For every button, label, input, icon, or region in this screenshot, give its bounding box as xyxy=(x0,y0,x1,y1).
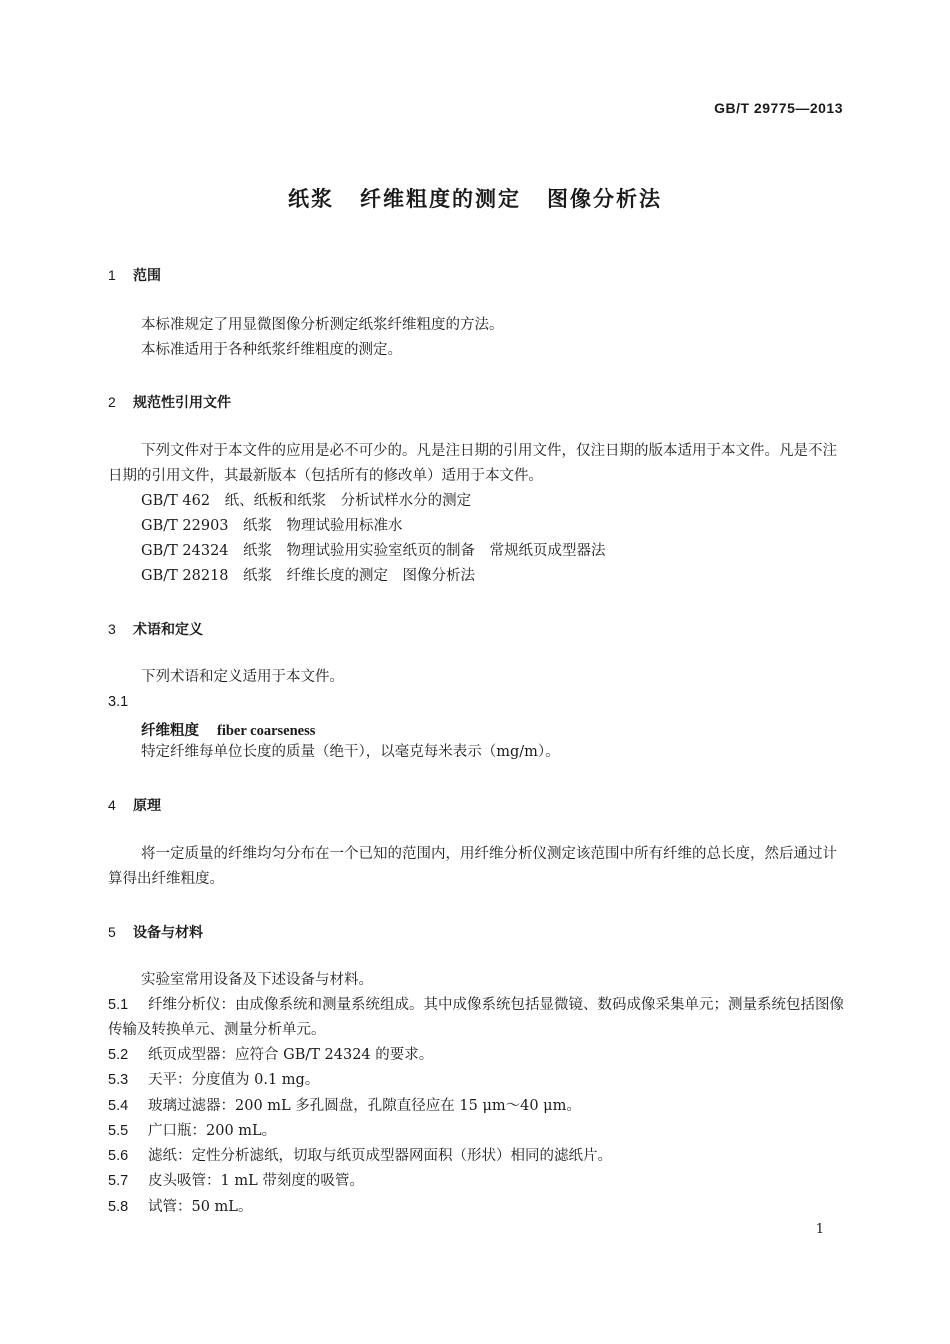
section-number: 3 xyxy=(108,621,116,637)
clause-number: 5.7 xyxy=(108,1173,129,1189)
clause-number: 5.1 xyxy=(108,997,129,1013)
term-definition: 特定纤维每单位长度的质量（绝干），以毫克每米表示（mg/m）。 xyxy=(141,744,560,760)
clause-5-4 xyxy=(108,1094,844,1119)
page-title xyxy=(0,183,950,213)
clause-5-3 xyxy=(108,1068,844,1093)
page-number: 1 xyxy=(815,1222,824,1237)
clause-text: 玻璃过滤器：200 mL 多孔圆盘，孔隙直径应在 15 μm～40 μm。 xyxy=(148,1098,581,1114)
section-2-paragraph-1: 下列文件对于本文件的应用是必不可少的。凡是注日期的引用文件，仅注日期的版本适用于本文件。凡是不注日期的引用文件，其最新版本（包括所有的修改单）适用于本文件。 xyxy=(108,443,837,484)
clause-text: 广口瓶：200 mL。 xyxy=(148,1123,277,1139)
clause-number: 5.6 xyxy=(108,1148,129,1164)
clause-text: 滤纸：定性分析滤纸，切取与纸页成型器网面积（形状）相同的滤纸片。 xyxy=(148,1148,612,1164)
title-part-2: 纤维粗度的测定 xyxy=(360,187,521,211)
term-number xyxy=(108,690,844,715)
clause-number: 5.4 xyxy=(108,1098,129,1114)
clause-text: 纤维分析仪：由成像系统和测量系统组成。其中成像系统包括显微镜、数码成像采集单元；测量系统包括图像传输及转换单元、测量分析单元。 xyxy=(108,997,844,1038)
normative-reference: GB/T 24324 纸浆 物理试验用实验室纸页的制备 常规纸页成型器法 xyxy=(141,543,606,559)
section-title: 规范性引用文件 xyxy=(133,395,231,411)
clause-text: 试管：50 mL。 xyxy=(148,1199,253,1215)
term-entry xyxy=(141,719,315,740)
section-number: 1 xyxy=(108,267,116,283)
term-zh: 纤维粗度 xyxy=(141,723,199,739)
section-number: 4 xyxy=(108,797,116,813)
clause-5-2 xyxy=(108,1043,844,1068)
clause-5-5 xyxy=(108,1119,844,1144)
normative-reference: GB/T 22903 纸浆 物理试验用标准水 xyxy=(141,518,403,534)
section-1-heading xyxy=(108,265,161,285)
section-title: 术语和定义 xyxy=(133,622,203,638)
clause-5-6 xyxy=(108,1144,844,1169)
clause-number: 5.8 xyxy=(108,1199,129,1215)
normative-reference: GB/T 28218 纸浆 纤维长度的测定 图像分析法 xyxy=(141,568,476,584)
clause-number: 5.2 xyxy=(108,1047,129,1063)
title-part-1: 纸浆 xyxy=(288,187,334,211)
clause-5-1 xyxy=(108,993,844,1043)
clause-number: 3.1 xyxy=(108,694,129,710)
section-4-heading xyxy=(108,795,161,815)
clause-text: 纸页成型器：应符合 GB/T 24324 的要求。 xyxy=(148,1047,434,1063)
normative-reference: GB/T 462 纸、纸板和纸浆 分析试样水分的测定 xyxy=(141,493,472,509)
section-title: 原理 xyxy=(133,798,161,814)
clause-text: 皮头吸管：1 mL 带刻度的吸管。 xyxy=(148,1173,364,1189)
section-title: 范围 xyxy=(133,268,161,284)
section-4-paragraph-1: 将一定质量的纤维均匀分布在一个已知的范围内，用纤维分析仪测定该范围中所有纤维的总长度，然后通过计算得出纤维粗度。 xyxy=(108,846,837,887)
section-title: 设备与材料 xyxy=(133,925,203,941)
title-part-3: 图像分析法 xyxy=(547,187,662,211)
section-number: 2 xyxy=(108,394,116,410)
section-2-heading xyxy=(108,392,231,412)
clause-5-8 xyxy=(108,1195,844,1220)
clause-text: 天平：分度值为 0.1 mg。 xyxy=(148,1072,320,1088)
section-number: 5 xyxy=(108,924,116,940)
clause-number: 5.5 xyxy=(108,1123,129,1139)
section-5-paragraph-1: 实验室常用设备及下述设备与材料。 xyxy=(141,972,373,988)
section-3-paragraph-1: 下列术语和定义适用于本文件。 xyxy=(141,669,344,685)
term-en: fiber coarseness xyxy=(217,723,316,739)
section-1-paragraph-1: 本标准规定了用显微图像分析测定纸浆纤维粗度的方法。 xyxy=(141,317,504,333)
standard-code: GB/T 29775—2013 xyxy=(714,100,843,116)
section-3-heading xyxy=(108,619,203,639)
section-1-paragraph-2: 本标准适用于各种纸浆纤维粗度的测定。 xyxy=(141,342,402,358)
section-5-heading xyxy=(108,922,203,942)
clause-5-7 xyxy=(108,1169,844,1194)
clause-number: 5.3 xyxy=(108,1072,129,1088)
